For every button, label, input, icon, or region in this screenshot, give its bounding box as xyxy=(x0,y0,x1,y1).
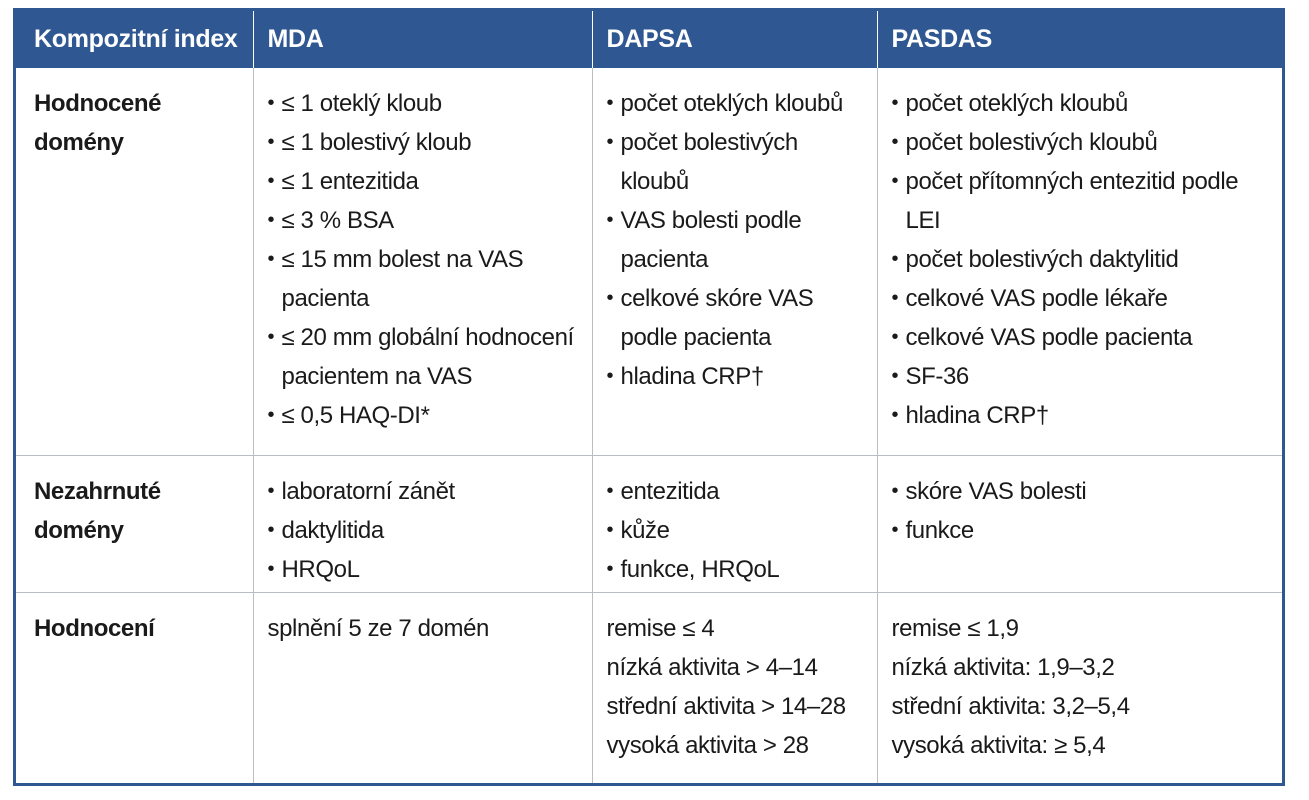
evaluation-line: splnění 5 ze 7 domén xyxy=(267,614,489,642)
list-item: • počet bolestivých kloubů xyxy=(892,123,1269,162)
list-item: • hladina CRP† xyxy=(607,357,863,396)
list-item: • celkové VAS podle pacienta xyxy=(892,318,1269,357)
table-row-assessed-domains xyxy=(16,68,1282,455)
list-item: • ≤ 3 % BSA xyxy=(268,201,578,240)
list-item: • počet přítomných entezitid podle LEI xyxy=(892,162,1269,240)
cell-mda-excluded xyxy=(253,455,592,592)
evaluation-line: vysoká aktivita: ≥ 5,4 xyxy=(891,731,1106,759)
list-item: • celkové VAS podle lékaře xyxy=(892,279,1269,318)
table-header-row xyxy=(16,11,1282,68)
cell-pasdas-evaluation xyxy=(877,592,1282,783)
list-item: • funkce xyxy=(892,511,1269,550)
table-row-excluded-domains xyxy=(16,455,1282,592)
row-label-excluded-domains: Nezahrnuté domény xyxy=(16,455,253,592)
evaluation-line: střední aktivita > 14–28 xyxy=(606,692,846,720)
list-item: • hladina CRP† xyxy=(892,396,1269,435)
list-item: • ≤ 0,5 HAQ-DI* xyxy=(268,396,578,435)
list-item: • ≤ 1 oteklý kloub xyxy=(268,84,578,123)
table-row-evaluation xyxy=(16,592,1282,783)
list-item: • entezitida xyxy=(607,472,863,511)
list-item: • skóre VAS bolesti xyxy=(892,472,1269,511)
list-item: • funkce, HRQoL xyxy=(607,550,863,589)
cell-dapsa-evaluation xyxy=(592,592,877,783)
list-item: • počet bolestivých kloubů xyxy=(607,123,863,201)
list-item: • ≤ 1 bolestivý kloub xyxy=(268,123,578,162)
cell-pasdas-assessed xyxy=(877,68,1282,455)
list-item: • počet oteklých kloubů xyxy=(607,84,863,123)
composite-index-table xyxy=(16,11,1282,783)
list-item: • HRQoL xyxy=(268,550,578,589)
cell-mda-evaluation xyxy=(253,592,592,783)
evaluation-line: remise ≤ 4 xyxy=(606,614,715,642)
cell-dapsa-excluded xyxy=(592,455,877,592)
list-item: • celkové skóre VAS podle pacienta xyxy=(607,279,863,357)
cell-dapsa-assessed xyxy=(592,68,877,455)
list-item: • daktylitida xyxy=(268,511,578,550)
list-item: • počet bolestivých daktylitid xyxy=(892,240,1269,279)
evaluation-line: remise ≤ 1,9 xyxy=(891,614,1019,642)
list-item: • kůže xyxy=(607,511,863,550)
header-pasdas: PASDAS xyxy=(877,11,1282,68)
cell-pasdas-excluded xyxy=(877,455,1282,592)
list-item: • SF-36 xyxy=(892,357,1269,396)
row-label-assessed-domains: Hodnocené domény xyxy=(34,90,162,156)
evaluation-line: vysoká aktivita > 28 xyxy=(606,731,809,759)
header-composite-index: Kompozitní index xyxy=(34,25,238,53)
evaluation-line: střední aktivita: 3,2–5,4 xyxy=(891,692,1130,720)
composite-index-table-frame xyxy=(13,8,1285,786)
list-item: • ≤ 15 mm bolest na VAS pacienta xyxy=(268,240,578,318)
list-item: • počet oteklých kloubů xyxy=(892,84,1269,123)
list-item: • VAS bolesti podle pacienta xyxy=(607,201,863,279)
row-label-evaluation: Hodnocení xyxy=(16,592,253,783)
evaluation-line: nízká aktivita > 4–14 xyxy=(606,653,818,681)
list-item: • laboratorní zánět xyxy=(268,472,578,511)
evaluation-line: nízká aktivita: 1,9–3,2 xyxy=(891,653,1115,681)
list-item: • ≤ 1 entezitida xyxy=(268,162,578,201)
list-item: • ≤ 20 mm globální hodnocení pacientem na VAS xyxy=(268,318,578,396)
header-dapsa: DAPSA xyxy=(592,11,877,68)
header-mda: MDA xyxy=(253,11,592,68)
cell-mda-assessed xyxy=(253,68,592,455)
